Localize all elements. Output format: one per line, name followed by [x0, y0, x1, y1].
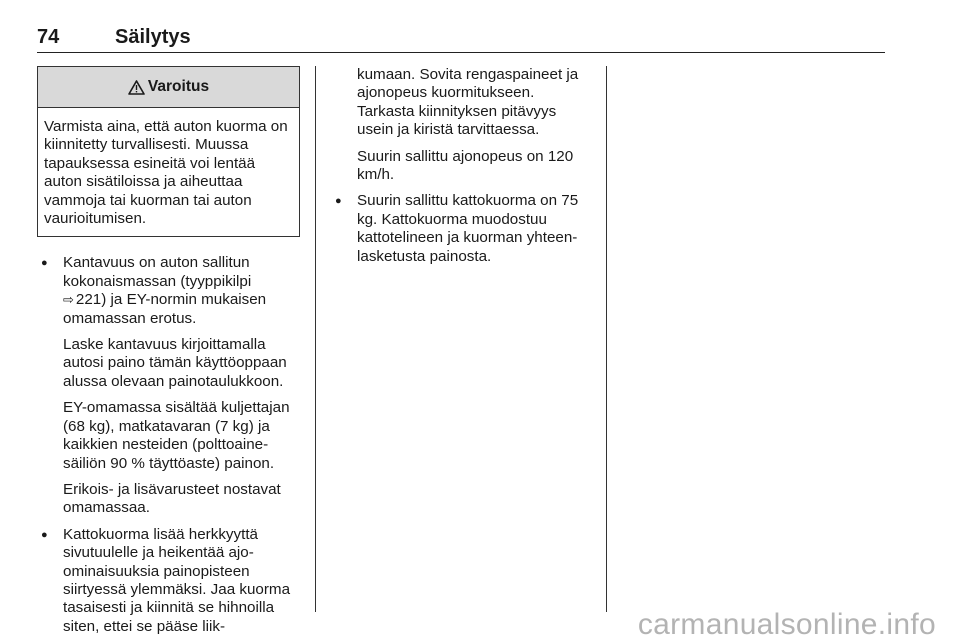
paragraph: Erikois- ja lisävarusteet nostavat omamassaa. [63, 480, 281, 517]
page-number: 74 [37, 26, 60, 48]
paragraph: Laske kantavuus kirjoittamalla autosi paino tämän käyttöoppaan alussa olevaan painotaulukkoon. [63, 336, 287, 390]
bullet-list [37, 254, 300, 636]
right-column [331, 66, 593, 274]
page-header [37, 26, 885, 53]
list-item [37, 526, 300, 636]
warning-box [37, 66, 300, 237]
warning-text: Varmista aina, että auton kuorma on kiinnitetty turvallisesti. Muussa tapauksessa esineitä voi lentää auton sisätiloissa ja aiheuttaa vammoja tai kuorman tai auton vaurioitumisen. [44, 118, 288, 228]
page-reference-icon: ⇨ [63, 292, 74, 308]
page-reference[interactable]: 221 [75, 291, 102, 309]
bullet-list [331, 192, 593, 266]
paragraph: ● Suurin sallittu kattokuorma on 75 kg. Kattokuorma muodostuu kattotelineen ja kuorman yhteenlasketusta painosta. [357, 192, 579, 265]
watermark: carmanualsonline.info [637, 608, 936, 641]
column-divider [606, 66, 607, 612]
list-item [37, 254, 300, 517]
continued-paragraph: Tarkasta kiinnityksen pitävyys usein ja kiristä tarvittaessa. [357, 102, 557, 139]
continued-paragraph: Suurin sallittu ajonopeus on 120 km/h. [357, 147, 574, 184]
paragraph: ● Kantavuus on auton sallitun kokonaismassan (tyyppikilpi ⇨ 221) ja EY-normin mukaisen omamassan erotus. [63, 254, 267, 327]
warning-title: Varoitus [147, 77, 210, 95]
list-item [331, 192, 593, 266]
warning-header [38, 67, 299, 108]
warning-triangle-icon [128, 80, 145, 95]
section-title: Säilytys [115, 26, 191, 48]
paragraph: ● Kattokuorma lisää herkkyyttä sivutuulelle ja heikentää ajo-ominaisuuksia painopisteen siirtyessä ylemmäksi. Jaa kuorma tasaisesti ja kiinnitä se hihnoilla siten, ettei se pääse liik- [63, 525, 291, 635]
paragraph: EY-omamassa sisältää kuljettajan (68 kg), matkatavaran (7 kg) ja kaikkien nesteiden (polttoainesäiliön 90 % täyttöaste) painon. [63, 399, 290, 472]
continued-paragraph: kumaan. Sovita rengaspaineet ja ajonopeus kuormitukseen. [357, 66, 579, 102]
left-column [37, 66, 300, 644]
column-divider [315, 66, 316, 612]
